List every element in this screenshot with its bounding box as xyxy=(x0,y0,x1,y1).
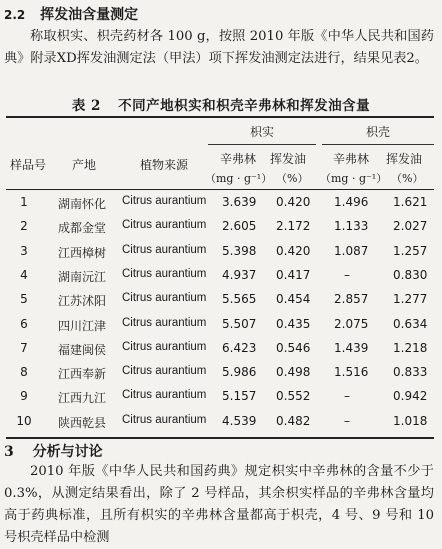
table-cell-v2: 1.277 xyxy=(393,292,428,307)
header-zhishi: 枳实 xyxy=(250,125,275,139)
table-cell-v1: 0.546 xyxy=(276,340,311,355)
header-subrule-zhiqiao xyxy=(322,144,434,145)
table-cell-no: 4 xyxy=(20,267,28,282)
table-cell-s1: 5.507 xyxy=(222,316,257,331)
table-cell-source: Citrus aurantium xyxy=(122,365,207,378)
table-cell-origin: 江西九江 xyxy=(58,391,107,406)
table-cell-v1: 0.420 xyxy=(276,195,311,209)
table-cell-s1: 6.423 xyxy=(222,340,257,355)
table-cell-origin: 福建闽侯 xyxy=(58,342,107,357)
table-cell-source: Citrus aurantium xyxy=(122,413,207,426)
header-origin: 产地 xyxy=(72,158,97,172)
header-unit-mgg-2: （mg · g⁻¹） xyxy=(320,172,388,185)
table-cell-v1: 0.435 xyxy=(276,316,311,331)
table-caption-text: 不同产地枳实和枳壳辛弗林和挥发油含量 xyxy=(118,98,371,114)
table-cell-v2: 2.027 xyxy=(393,219,428,234)
table-cell-v1: 2.172 xyxy=(276,219,311,234)
table-bottom-rule xyxy=(6,437,434,439)
table-cell-v1: 0.420 xyxy=(276,243,311,258)
table-cell-v1: 0.552 xyxy=(276,389,311,404)
table-cell-v1: 0.498 xyxy=(276,365,311,380)
table-cell-origin: 陕西乾县 xyxy=(58,415,107,430)
table-cell-s2: 1.439 xyxy=(334,340,369,355)
table-cell-v2: 1.621 xyxy=(393,195,428,209)
table-cell-v1: 0.482 xyxy=(276,413,311,428)
table-cell-origin: 湖南沅江 xyxy=(58,269,107,284)
table-cell-s2: 2.075 xyxy=(334,316,369,331)
table-cell-origin: 四川江津 xyxy=(58,318,107,333)
section-title: 分析与讨论 xyxy=(32,444,103,460)
table-label: 表 2 xyxy=(71,98,101,114)
table-cell-s2: – xyxy=(344,389,350,404)
table-cell-s1: 5.157 xyxy=(222,389,257,404)
table-cell-no: 6 xyxy=(20,316,28,331)
table-cell-v2: 0.634 xyxy=(393,316,428,331)
table-cell-origin: 湖南怀化 xyxy=(58,197,107,211)
table-cell-origin: 成都金堂 xyxy=(58,221,107,236)
header-volatile-2: 挥发油 xyxy=(386,152,423,166)
header-sample: 样品号 xyxy=(10,158,47,172)
section-number: 3 xyxy=(4,444,14,460)
table-cell-v2: 0.830 xyxy=(393,267,428,282)
table-cell-source: Citrus aurantium xyxy=(122,389,207,402)
table-cell-origin: 江西樟树 xyxy=(58,245,107,260)
table-cell-s2: 1.087 xyxy=(334,243,369,258)
header-unit-pct-1: （%） xyxy=(276,172,309,185)
method-paragraph: 称取枳实、枳壳药材各 100 g，按照 2010 年版《中华人民共和国药典》附录ⅩD挥发油测定法（甲法）项下挥发油测定法进行，结果见表2。 xyxy=(4,29,434,66)
table-cell-s1: 5.565 xyxy=(222,292,257,307)
table-cell-origin: 江苏沭阳 xyxy=(58,294,107,309)
table-cell-source: Citrus aurantium xyxy=(122,340,207,353)
table-cell-s2: – xyxy=(344,267,350,282)
header-subrule-zhishi xyxy=(208,144,316,145)
discussion-paragraph: 2010 年版《中华人民共和国药典》规定枳实中辛弗林的含量不少于 0.3%，从测定结果看出，除了 2 号样品，其余枳实样品的辛弗林含量均高于药典标准，且所有枳实的辛弗林含量都高于枳壳，4 号、9 号和 10 号枳壳样品中检测 xyxy=(4,464,434,545)
header-volatile-1: 挥发油 xyxy=(270,152,307,166)
table-cell-s1: 2.605 xyxy=(222,219,257,234)
table-cell-s2: – xyxy=(344,413,350,428)
table-cell-s2: 1.133 xyxy=(334,219,369,234)
section-number: 2.2 xyxy=(4,8,26,22)
header-synephrine-2: 辛弗林 xyxy=(333,152,370,166)
table-cell-s1: 5.398 xyxy=(222,243,257,258)
table-cell-v2: 1.218 xyxy=(393,340,428,355)
table-cell-no: 8 xyxy=(20,365,28,380)
table-cell-no: 7 xyxy=(20,340,28,355)
header-unit-pct-2: （%） xyxy=(391,172,424,185)
table-cell-v2: 1.018 xyxy=(393,413,428,428)
table-caption xyxy=(0,94,442,114)
table-cell-v2: 1.257 xyxy=(393,243,428,258)
table-cell-v1: 0.454 xyxy=(276,292,311,307)
table-cell-no: 3 xyxy=(20,243,28,258)
table-cell-s1: 5.986 xyxy=(222,365,257,380)
table-cell-no: 2 xyxy=(20,219,28,234)
table-top-rule xyxy=(6,116,434,118)
table-cell-no: 1 xyxy=(20,195,28,209)
header-unit-mgg-1: （mg · g⁻¹） xyxy=(205,172,273,185)
table-cell-source: Citrus aurantium xyxy=(122,292,207,305)
table-cell-source: Citrus aurantium xyxy=(122,219,207,232)
table-header-rule xyxy=(6,189,434,190)
table-cell-no: 10 xyxy=(16,413,32,428)
table-cell-no: 9 xyxy=(20,389,28,404)
section-heading-3 xyxy=(4,441,103,461)
table-cell-s2: 2.857 xyxy=(334,292,369,307)
table-cell-s1: 3.639 xyxy=(222,195,257,209)
table-cell-v1: 0.417 xyxy=(276,267,311,282)
section-title: 挥发油含量测定 xyxy=(40,7,139,23)
section-heading-2-2 xyxy=(4,4,138,24)
table-cell-origin: 江西奉新 xyxy=(58,367,107,382)
table-cell-no: 5 xyxy=(20,292,28,307)
table-cell-source: Citrus aurantium xyxy=(122,316,207,329)
header-zhiqiao: 枳壳 xyxy=(366,125,391,139)
table-cell-v2: 0.942 xyxy=(393,389,428,404)
table-cell-source: Citrus aurantium xyxy=(122,195,207,207)
table-cell-s2: 1.496 xyxy=(334,195,369,209)
header-synephrine-1: 辛弗林 xyxy=(220,152,257,166)
header-source: 植物来源 xyxy=(140,158,189,172)
table-cell-source: Citrus aurantium xyxy=(122,243,207,256)
table-cell-source: Citrus aurantium xyxy=(122,267,207,280)
table-cell-s1: 4.539 xyxy=(222,413,257,428)
table-cell-s2: 1.516 xyxy=(334,365,369,380)
table-cell-v2: 0.833 xyxy=(393,365,428,380)
table-cell-s1: 4.937 xyxy=(222,267,257,282)
